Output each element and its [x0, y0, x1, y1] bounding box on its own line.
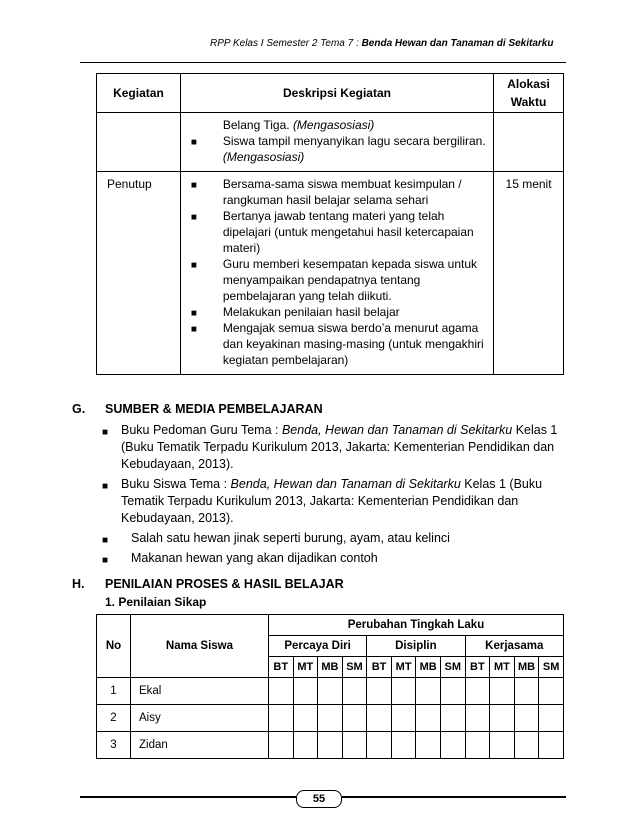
level-header: BT: [465, 657, 490, 678]
section-g-heading: [72, 402, 592, 416]
score-cell: [440, 705, 465, 732]
activity-table-header: [97, 74, 564, 113]
penutup-waktu: 15 menit: [494, 172, 564, 375]
resource-item: [102, 476, 564, 527]
level-header: MT: [391, 657, 416, 678]
level-header: MT: [293, 657, 318, 678]
resource-text: Salah satu hewan jinak seperti burung, ayam, atau kelinci: [131, 531, 450, 545]
resource-text: Buku Siswa Tema :: [121, 477, 231, 491]
continuation-list: [181, 117, 493, 165]
col-deskripsi: Deskripsi Kegiatan: [180, 74, 493, 113]
col-alokasi: [494, 74, 564, 113]
score-cell: [416, 705, 441, 732]
bullet-icon: ■: [102, 427, 109, 438]
bullet-icon: ■: [102, 481, 109, 492]
level-header: BT: [268, 657, 293, 678]
score-cell: [539, 732, 564, 759]
score-cell: [514, 705, 539, 732]
resource-detail: Kelas 1 (Buku Tematik Terpadu Kurikulum 2013, Jakarta: Kementerian Pendidikan dan Kebudayaan, 2013).: [121, 423, 558, 471]
section-g: [72, 402, 592, 570]
section-h-letter: H.: [72, 577, 85, 591]
penutup-row: [97, 172, 564, 375]
score-cell: [268, 678, 293, 705]
aspect-header: Disiplin: [367, 636, 465, 657]
score-cell: [416, 732, 441, 759]
row-number: 3: [97, 732, 131, 759]
score-cell: [367, 678, 392, 705]
score-cell: [367, 732, 392, 759]
score-cell: [514, 678, 539, 705]
resources-list: [102, 422, 564, 567]
resource-text: Buku Pedoman Guru Tema :: [121, 423, 282, 437]
bullet-icon: ■: [190, 324, 197, 335]
score-cell: [342, 678, 367, 705]
score-cell: [318, 732, 343, 759]
penutup-list: [181, 176, 493, 368]
penutup-label: Penutup: [97, 172, 181, 375]
penutup-item-text: Bertanya jawab tentang materi yang telah dipelajari (untuk mengetahui hasil ketercapaian materi): [222, 209, 474, 255]
score-cell: [318, 678, 343, 705]
score-cell: [416, 678, 441, 705]
description-tag: (Mengasosiasi): [292, 118, 375, 132]
level-header: MB: [416, 657, 441, 678]
section-h-title: PENILAIAN PROSES & HASIL BELAJAR: [105, 577, 344, 591]
resource-text: Makanan hewan yang akan dijadikan contoh: [131, 551, 378, 565]
score-cell: [391, 705, 416, 732]
score-cell: [490, 732, 515, 759]
level-header: MT: [490, 657, 515, 678]
score-cell: [318, 705, 343, 732]
level-header: MB: [318, 657, 343, 678]
section-g-title: SUMBER & MEDIA PEMBELAJARAN: [105, 402, 323, 416]
table-row: [97, 678, 564, 705]
resource-detail: Kelas 1 (Buku Tematik Terpadu Kurikulum 2013, Jakarta: Kementerian Pendidikan dan Kebudayaan, 2013).: [121, 477, 543, 525]
student-name: Aisy: [130, 705, 268, 732]
header-prefix: RPP Kelas I Semester 2 Tema 7 :: [210, 38, 362, 49]
page-number: 55: [296, 790, 342, 808]
description-item: [181, 133, 493, 165]
table-row: [97, 705, 564, 732]
score-cell: [391, 678, 416, 705]
score-cell: [342, 705, 367, 732]
score-cell: [293, 678, 318, 705]
bullet-icon: ■: [190, 212, 197, 223]
student-name: Zidan: [130, 732, 268, 759]
col-no: No: [97, 615, 131, 678]
description-item: [181, 117, 493, 133]
bullet-icon: ■: [190, 137, 197, 148]
score-cell: [293, 732, 318, 759]
description-text: Siswa tampil menyanyikan lagu secara bergiliran.: [222, 134, 486, 148]
penutup-item-text: Mengajak semua siswa berdo’a menurut agama dan keyakinan masing-masing (untuk mengakhiri kegiatan pembelajaran): [222, 321, 484, 367]
resource-item: [102, 530, 564, 547]
section-h-heading: [72, 577, 592, 591]
bullet-icon: ■: [102, 535, 109, 546]
row-number: 1: [97, 678, 131, 705]
continuation-row: [97, 113, 564, 172]
footer-rule-left: [80, 796, 296, 798]
col-nama-siswa: Nama Siswa: [130, 615, 268, 678]
section-h: [72, 577, 592, 609]
score-cell: [342, 732, 367, 759]
aspect-header: Kerjasama: [465, 636, 563, 657]
penutup-item: [181, 320, 493, 368]
activity-table: [96, 73, 564, 375]
footer-rule-right: [342, 796, 566, 798]
attitude-assessment-table: [96, 614, 564, 759]
score-cell: [465, 678, 490, 705]
score-cell: [440, 732, 465, 759]
page-footer: [0, 790, 638, 804]
score-cell: [490, 678, 515, 705]
score-cell: [490, 705, 515, 732]
penutup-item: [181, 208, 493, 256]
bullet-icon: ■: [102, 555, 109, 566]
running-header: [210, 38, 610, 49]
table-row: [97, 732, 564, 759]
score-cell: [465, 732, 490, 759]
penutup-item: [181, 256, 493, 304]
header-rule: [80, 62, 566, 63]
description-tag: (Mengasosiasi): [222, 150, 305, 164]
score-cell: [293, 705, 318, 732]
score-cell: [367, 705, 392, 732]
score-cell: [440, 678, 465, 705]
col-group-perubahan: Perubahan Tingkah Laku: [268, 615, 563, 636]
score-cell: [539, 678, 564, 705]
resource-item: [102, 550, 564, 567]
score-cell: [465, 705, 490, 732]
section-h-subtitle: 1. Penilaian Sikap: [105, 595, 207, 609]
level-header: SM: [440, 657, 465, 678]
penutup-item-text: Melakukan penilaian hasil belajar: [222, 305, 400, 319]
resource-title: Benda, Hewan dan Tanaman di Sekitarku: [281, 423, 513, 437]
description-text: Belang Tiga.: [222, 118, 293, 132]
score-cell: [268, 705, 293, 732]
penutup-item-text: Bersama-sama siswa membuat kesimpulan / rangkuman hasil belajar selama sehari: [222, 177, 462, 207]
row-number: 2: [97, 705, 131, 732]
level-header: BT: [367, 657, 392, 678]
bullet-icon: ■: [190, 180, 197, 191]
student-name: Ekal: [130, 678, 268, 705]
level-header: SM: [539, 657, 564, 678]
bullet-icon: ■: [190, 260, 197, 271]
score-cell: [268, 732, 293, 759]
penutup-item: [181, 304, 493, 320]
penutup-item: [181, 176, 493, 208]
score-cell: [514, 732, 539, 759]
section-g-letter: G.: [72, 402, 86, 416]
bullet-icon: ■: [190, 308, 197, 319]
col-kegiatan: Kegiatan: [97, 74, 181, 113]
resource-title: Benda, Hewan dan Tanaman di Sekitarku: [230, 477, 461, 491]
score-cell: [539, 705, 564, 732]
level-header: MB: [514, 657, 539, 678]
aspect-header: Percaya Diri: [268, 636, 366, 657]
resource-item: [102, 422, 564, 473]
header-theme: Benda Hewan dan Tanaman di Sekitarku: [361, 38, 554, 49]
col-alokasi-label: Alokasi Waktu: [507, 77, 550, 109]
penutup-item-text: Guru memberi kesempatan kepada siswa untuk menyampaikan pendapatnya tentang pembelajaran yang telah diikuti.: [222, 257, 478, 303]
score-cell: [391, 732, 416, 759]
level-header: SM: [342, 657, 367, 678]
